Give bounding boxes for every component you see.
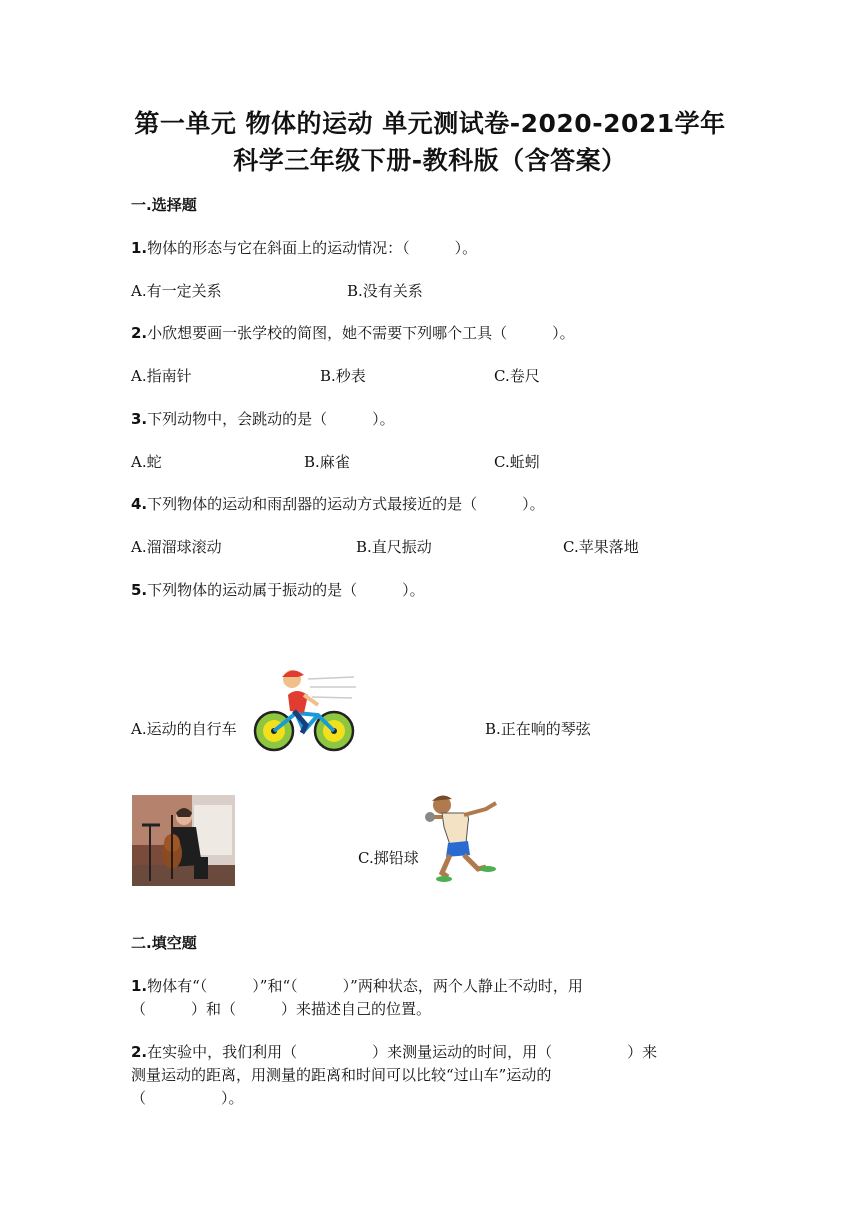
option-5c: C.掷铅球 [358, 849, 419, 867]
page-title-line2: 科学三年级下册-教科版（含答案） [233, 146, 627, 175]
cello-player-photo [132, 795, 235, 886]
option-4b: B.直尺振动 [356, 538, 432, 556]
question-number: 1. [131, 239, 148, 257]
question-4 [131, 493, 545, 514]
question-1 [131, 237, 477, 258]
shot-put-athlete-icon [420, 787, 504, 887]
fill-question-2-line2: 测量运动的距离，用测量的距离和时间可以比较“过山车”运动的 [131, 1066, 552, 1084]
option-2b: B.秒表 [320, 367, 366, 385]
question-number: 1. [131, 977, 148, 995]
page-title-line1: 第一单元 物体的运动 单元测试卷-2020-2021学年 [134, 109, 726, 138]
question-text: 下列物体的运动属于振动的是（ ）。 [147, 581, 425, 599]
fill-question-2-line3: （ ）。 [131, 1089, 244, 1107]
question-text: 小欣想要画一张学校的简图，她不需要下列哪个工具（ ）。 [147, 324, 575, 342]
question-text: 物体有“（ ）”和“（ ）”两种状态，两个人静止不动时，用 [147, 977, 583, 995]
option-2a: A.指南针 [131, 367, 192, 385]
question-number: 2. [131, 324, 148, 342]
question-text: 在实验中，我们利用（ ）来测量运动的时间，用（ ）来 [147, 1043, 658, 1061]
option-4a: A.溜溜球滚动 [131, 538, 222, 556]
fill-question-1-line1 [131, 975, 583, 996]
section-heading-choice: 一.选择题 [131, 196, 197, 214]
fill-question-1-line2: （ ）和（ ）来描述自己的位置。 [131, 1000, 432, 1018]
cyclist-icon [248, 665, 358, 755]
option-1a: A.有一定关系 [131, 282, 222, 300]
question-5 [131, 579, 425, 600]
option-1b: B.没有关系 [347, 282, 423, 300]
question-number: 5. [131, 581, 148, 599]
option-3b: B.麻雀 [304, 453, 350, 471]
question-number: 4. [131, 495, 148, 513]
question-number: 2. [131, 1043, 148, 1061]
question-3 [131, 408, 395, 429]
question-number: 3. [131, 410, 148, 428]
question-text: 下列动物中，会跳动的是（ ）。 [147, 410, 395, 428]
fill-question-2-line1 [131, 1041, 657, 1062]
question-text: 物体的形态与它在斜面上的运动情况：（ ）。 [147, 239, 478, 257]
option-5a: A.运动的自行车 [131, 720, 237, 738]
question-2 [131, 322, 575, 343]
option-2c: C.卷尺 [494, 367, 540, 385]
option-4c: C.苹果落地 [563, 538, 639, 556]
question-text: 下列物体的运动和雨刮器的运动方式最接近的是（ ）。 [147, 495, 545, 513]
section-heading-fill: 二.填空题 [131, 934, 197, 952]
option-3c: C.蚯蚓 [494, 453, 540, 471]
option-3a: A.蛇 [131, 453, 162, 471]
option-5b: B.正在响的琴弦 [485, 720, 591, 738]
